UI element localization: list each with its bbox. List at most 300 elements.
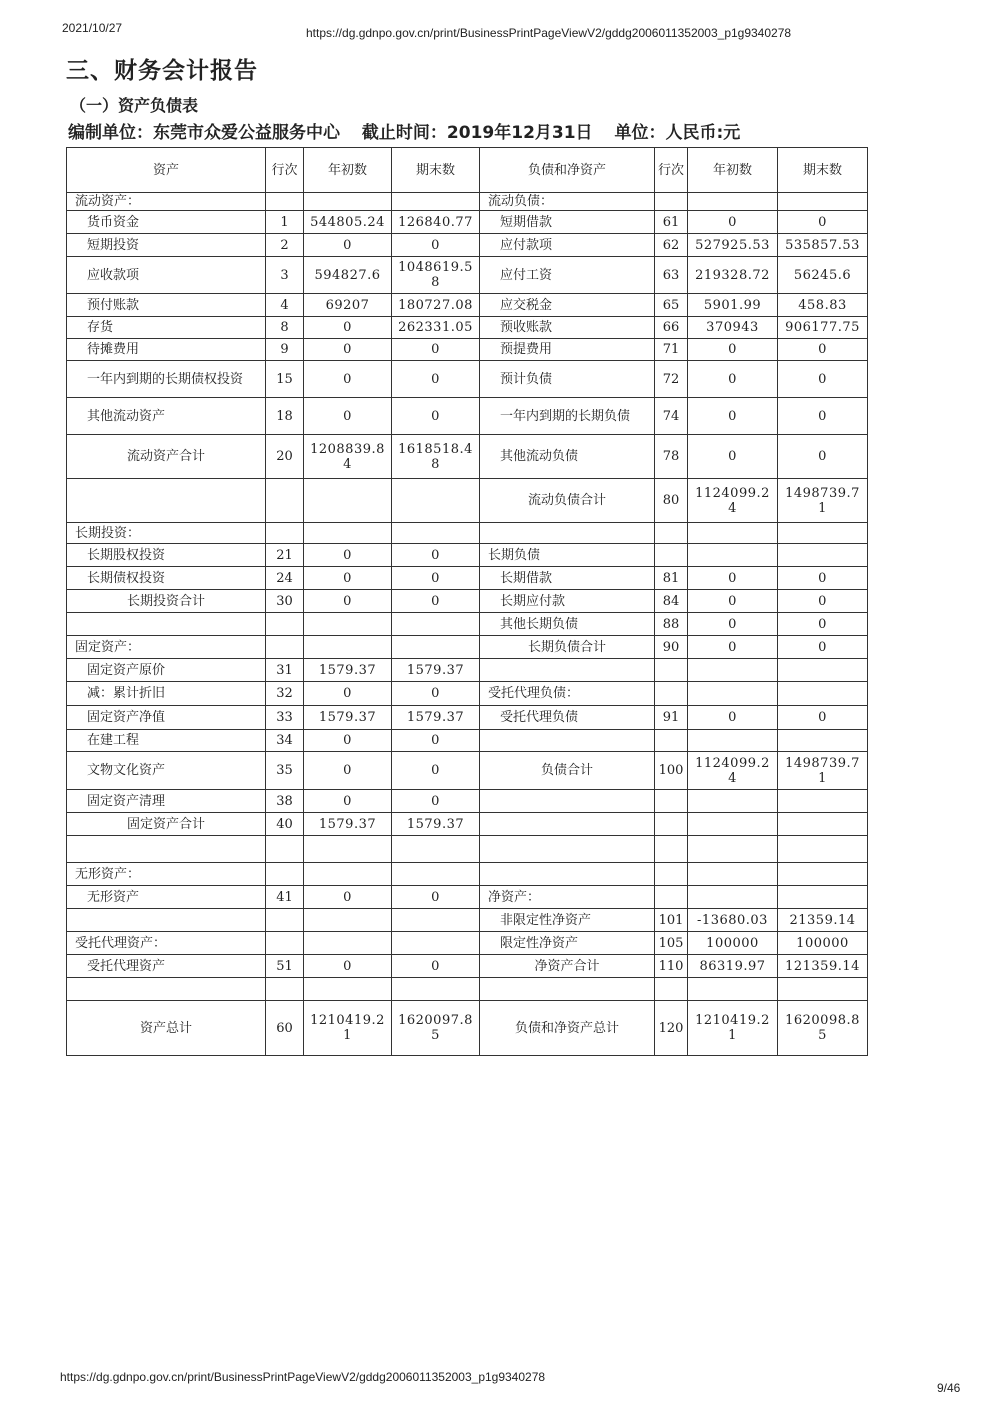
table-row [67, 752, 868, 790]
asset-end-cell: 0 [392, 567, 480, 590]
liability-name-cell [480, 730, 655, 752]
asset-name-cell: 无形资产 [67, 886, 266, 909]
asset-name-cell: 其他流动资产 [67, 398, 266, 435]
liability-begin-cell [688, 544, 778, 567]
asset-name-cell: 受托代理资产 [67, 955, 266, 978]
liability-begin-cell [688, 659, 778, 682]
asset-begin-cell: 0 [304, 730, 392, 752]
liability-name-cell: 负债和净资产总计 [480, 1001, 655, 1056]
asset-begin-cell: 544805.24 [304, 211, 392, 234]
report-date: 截止时间：2019年12月31日 [361, 123, 593, 143]
asset-end-cell: 180727.08 [392, 294, 480, 317]
asset-begin-cell: 0 [304, 590, 392, 613]
col-header-liabilities: 负债和净资产 [480, 148, 655, 193]
asset-line-cell: 30 [266, 590, 304, 613]
asset-line-cell: 51 [266, 955, 304, 978]
asset-line-cell [266, 863, 304, 886]
asset-line-cell [266, 836, 304, 863]
asset-line-cell: 31 [266, 659, 304, 682]
liability-end-cell [778, 682, 868, 706]
liability-name-cell [480, 659, 655, 682]
table-row [67, 932, 868, 955]
liability-begin-cell: 0 [688, 339, 778, 361]
asset-name-cell [67, 836, 266, 863]
asset-name-cell: 长期投资： [67, 523, 266, 544]
col-header-begin: 年初数 [304, 148, 392, 193]
asset-name-cell: 固定资产： [67, 636, 266, 659]
asset-line-cell: 38 [266, 790, 304, 813]
liability-end-cell: 535857.53 [778, 234, 868, 257]
asset-name-cell: 减：累计折旧 [67, 682, 266, 706]
asset-end-cell [392, 909, 480, 932]
asset-end-cell [392, 978, 480, 1001]
print-date: 2021/10/27 [62, 21, 123, 35]
asset-name-cell: 流动资产： [67, 193, 266, 211]
asset-line-cell: 3 [266, 257, 304, 294]
col-header-assets: 资产 [67, 148, 266, 193]
asset-name-cell [67, 479, 266, 523]
liability-end-cell [778, 978, 868, 1001]
liability-end-cell [778, 544, 868, 567]
table-row [67, 909, 868, 932]
table-row [67, 863, 868, 886]
liability-name-cell: 流动负债： [480, 193, 655, 211]
asset-begin-cell: 1208839.84 [304, 435, 392, 479]
asset-name-cell: 无形资产： [67, 863, 266, 886]
asset-name-cell: 预付账款 [67, 294, 266, 317]
asset-name-cell: 待摊费用 [67, 339, 266, 361]
report-currency: 单位：人民币:元 [614, 123, 741, 143]
liability-name-cell: 其他长期负债 [480, 613, 655, 636]
liability-begin-cell [688, 790, 778, 813]
asset-begin-cell [304, 978, 392, 1001]
asset-begin-cell [304, 523, 392, 544]
table-row [67, 886, 868, 909]
asset-begin-cell: 0 [304, 886, 392, 909]
table-row [67, 636, 868, 659]
asset-line-cell: 9 [266, 339, 304, 361]
liability-name-cell [480, 836, 655, 863]
asset-end-cell: 0 [392, 955, 480, 978]
liability-line-cell: 84 [655, 590, 688, 613]
liability-end-cell: 1620098.85 [778, 1001, 868, 1056]
liability-end-cell: 121359.14 [778, 955, 868, 978]
asset-name-cell [67, 909, 266, 932]
asset-name-cell: 长期股权投资 [67, 544, 266, 567]
liability-name-cell: 净资产： [480, 886, 655, 909]
asset-end-cell [392, 479, 480, 523]
asset-begin-cell: 0 [304, 234, 392, 257]
asset-begin-cell: 1579.37 [304, 813, 392, 836]
table-row [67, 955, 868, 978]
asset-line-cell: 35 [266, 752, 304, 790]
asset-name-cell: 长期债权投资 [67, 567, 266, 590]
asset-end-cell: 1579.37 [392, 706, 480, 730]
asset-name-cell [67, 978, 266, 1001]
report-info [68, 118, 756, 143]
liability-name-cell [480, 813, 655, 836]
asset-line-cell: 33 [266, 706, 304, 730]
asset-begin-cell: 1579.37 [304, 706, 392, 730]
asset-line-cell: 15 [266, 361, 304, 398]
liability-line-cell: 63 [655, 257, 688, 294]
sub-title: （一）资产负债表 [70, 96, 199, 115]
liability-begin-cell: 1210419.21 [688, 1001, 778, 1056]
asset-end-cell [392, 836, 480, 863]
liability-line-cell: 80 [655, 479, 688, 523]
liability-end-cell [778, 813, 868, 836]
liability-end-cell: 21359.14 [778, 909, 868, 932]
table-row [67, 836, 868, 863]
asset-begin-cell [304, 193, 392, 211]
table-row [67, 813, 868, 836]
asset-end-cell [392, 636, 480, 659]
asset-end-cell: 1620097.85 [392, 1001, 480, 1056]
liability-line-cell: 62 [655, 234, 688, 257]
asset-line-cell: 18 [266, 398, 304, 435]
liability-name-cell: 受托代理负债： [480, 682, 655, 706]
liability-name-cell [480, 790, 655, 813]
asset-name-cell: 一年内到期的长期债权投资 [67, 361, 266, 398]
table-row [67, 682, 868, 706]
asset-name-cell: 应收款项 [67, 257, 266, 294]
table-row [67, 730, 868, 752]
liability-end-cell: 0 [778, 590, 868, 613]
asset-begin-cell: 0 [304, 398, 392, 435]
liability-line-cell: 66 [655, 317, 688, 339]
liability-line-cell: 91 [655, 706, 688, 730]
asset-line-cell [266, 978, 304, 1001]
asset-begin-cell: 0 [304, 955, 392, 978]
liability-name-cell: 一年内到期的长期负债 [480, 398, 655, 435]
liability-begin-cell [688, 523, 778, 544]
liability-line-cell [655, 682, 688, 706]
asset-end-cell: 0 [392, 361, 480, 398]
liability-line-cell [655, 813, 688, 836]
liability-begin-cell [688, 193, 778, 211]
asset-end-cell [392, 863, 480, 886]
liability-line-cell: 74 [655, 398, 688, 435]
liability-line-cell: 100 [655, 752, 688, 790]
asset-begin-cell [304, 909, 392, 932]
liability-end-cell: 0 [778, 435, 868, 479]
liability-begin-cell: 1124099.24 [688, 752, 778, 790]
liability-begin-cell: 86319.97 [688, 955, 778, 978]
liability-name-cell: 长期负债 [480, 544, 655, 567]
liability-line-cell [655, 790, 688, 813]
liability-begin-cell [688, 813, 778, 836]
asset-name-cell: 文物文化资产 [67, 752, 266, 790]
liability-begin-cell [688, 978, 778, 1001]
asset-end-cell: 0 [392, 590, 480, 613]
asset-end-cell: 0 [392, 544, 480, 567]
col-header-end: 期末数 [392, 148, 480, 193]
table-row [67, 544, 868, 567]
liability-line-cell: 65 [655, 294, 688, 317]
liability-begin-cell [688, 886, 778, 909]
liability-name-cell: 长期负债合计 [480, 636, 655, 659]
liability-begin-cell [688, 863, 778, 886]
liability-end-cell [778, 886, 868, 909]
liability-name-cell: 流动负债合计 [480, 479, 655, 523]
asset-name-cell: 固定资产原价 [67, 659, 266, 682]
liability-line-cell: 72 [655, 361, 688, 398]
asset-end-cell: 0 [392, 234, 480, 257]
liability-end-cell: 100000 [778, 932, 868, 955]
asset-name-cell: 流动资产合计 [67, 435, 266, 479]
liability-end-cell: 0 [778, 636, 868, 659]
liability-line-cell: 110 [655, 955, 688, 978]
asset-line-cell [266, 479, 304, 523]
liability-name-cell: 负债合计 [480, 752, 655, 790]
liability-line-cell: 71 [655, 339, 688, 361]
asset-name-cell: 货币资金 [67, 211, 266, 234]
liability-begin-cell: 0 [688, 567, 778, 590]
liability-line-cell: 101 [655, 909, 688, 932]
liability-begin-cell: 370943 [688, 317, 778, 339]
liability-begin-cell: 527925.53 [688, 234, 778, 257]
page-number: 9/46 [937, 1381, 961, 1395]
asset-begin-cell: 0 [304, 682, 392, 706]
liability-end-cell: 458.83 [778, 294, 868, 317]
liability-begin-cell: 0 [688, 590, 778, 613]
liability-end-cell [778, 659, 868, 682]
asset-begin-cell: 1210419.21 [304, 1001, 392, 1056]
table-row [67, 613, 868, 636]
liability-begin-cell: -13680.03 [688, 909, 778, 932]
liability-begin-cell [688, 682, 778, 706]
liability-name-cell: 限定性净资产 [480, 932, 655, 955]
liability-name-cell: 应付工资 [480, 257, 655, 294]
liability-line-cell [655, 544, 688, 567]
asset-end-cell: 1618518.48 [392, 435, 480, 479]
asset-line-cell: 4 [266, 294, 304, 317]
table-row [67, 706, 868, 730]
asset-begin-cell [304, 613, 392, 636]
asset-begin-cell: 0 [304, 317, 392, 339]
liability-end-cell: 0 [778, 361, 868, 398]
table-row [67, 294, 868, 317]
liability-end-cell [778, 193, 868, 211]
liability-begin-cell [688, 730, 778, 752]
asset-line-cell: 24 [266, 567, 304, 590]
table-row [67, 523, 868, 544]
asset-line-cell: 8 [266, 317, 304, 339]
liability-line-cell: 61 [655, 211, 688, 234]
liability-begin-cell: 0 [688, 435, 778, 479]
asset-line-cell [266, 193, 304, 211]
asset-name-cell: 固定资产合计 [67, 813, 266, 836]
table-row [67, 398, 868, 435]
asset-line-cell: 32 [266, 682, 304, 706]
liability-end-cell: 0 [778, 398, 868, 435]
liability-line-cell: 88 [655, 613, 688, 636]
liability-name-cell: 预提费用 [480, 339, 655, 361]
liability-name-cell: 净资产合计 [480, 955, 655, 978]
table-row [67, 317, 868, 339]
asset-line-cell: 2 [266, 234, 304, 257]
liability-line-cell: 120 [655, 1001, 688, 1056]
liability-end-cell: 0 [778, 567, 868, 590]
liability-line-cell: 81 [655, 567, 688, 590]
asset-name-cell: 受托代理资产： [67, 932, 266, 955]
liability-line-cell: 78 [655, 435, 688, 479]
report-unit: 编制单位：东莞市众爱公益服务中心 [68, 123, 340, 143]
liability-begin-cell: 0 [688, 361, 778, 398]
asset-begin-cell: 594827.6 [304, 257, 392, 294]
asset-begin-cell: 0 [304, 361, 392, 398]
liability-name-cell: 长期应付款 [480, 590, 655, 613]
asset-begin-cell: 0 [304, 752, 392, 790]
col-header-begin-2: 年初数 [688, 148, 778, 193]
asset-end-cell: 262331.05 [392, 317, 480, 339]
liability-end-cell [778, 523, 868, 544]
asset-end-cell [392, 613, 480, 636]
asset-line-cell [266, 523, 304, 544]
table-row [67, 257, 868, 294]
asset-line-cell [266, 636, 304, 659]
table-row [67, 339, 868, 361]
table-row [67, 567, 868, 590]
asset-name-cell: 固定资产清理 [67, 790, 266, 813]
liability-line-cell: 105 [655, 932, 688, 955]
table-header-row [67, 148, 868, 193]
liability-end-cell [778, 836, 868, 863]
table-row [67, 361, 868, 398]
liability-name-cell: 其他流动负债 [480, 435, 655, 479]
asset-name-cell: 存货 [67, 317, 266, 339]
liability-begin-cell: 0 [688, 706, 778, 730]
liability-end-cell [778, 863, 868, 886]
liability-end-cell: 0 [778, 211, 868, 234]
liability-name-cell: 受托代理负债 [480, 706, 655, 730]
liability-begin-cell: 1124099.24 [688, 479, 778, 523]
liability-name-cell: 预收账款 [480, 317, 655, 339]
table-row [67, 978, 868, 1001]
liability-line-cell [655, 886, 688, 909]
asset-line-cell: 60 [266, 1001, 304, 1056]
table-row [67, 790, 868, 813]
table-body [67, 193, 868, 1056]
liability-end-cell: 0 [778, 706, 868, 730]
asset-end-cell: 1048619.58 [392, 257, 480, 294]
asset-end-cell [392, 193, 480, 211]
asset-begin-cell: 0 [304, 790, 392, 813]
table-row [67, 211, 868, 234]
liability-end-cell: 1498739.71 [778, 752, 868, 790]
liability-end-cell: 56245.6 [778, 257, 868, 294]
section-title: 三、财务会计报告 [66, 58, 258, 84]
liability-line-cell [655, 523, 688, 544]
asset-name-cell: 短期投资 [67, 234, 266, 257]
asset-begin-cell: 0 [304, 339, 392, 361]
col-header-end-2: 期末数 [778, 148, 868, 193]
asset-end-cell: 1579.37 [392, 659, 480, 682]
liability-end-cell [778, 790, 868, 813]
liability-name-cell: 短期借款 [480, 211, 655, 234]
liability-line-cell: 90 [655, 636, 688, 659]
asset-end-cell: 0 [392, 398, 480, 435]
asset-begin-cell: 0 [304, 544, 392, 567]
liability-name-cell: 应交税金 [480, 294, 655, 317]
liability-name-cell: 预计负债 [480, 361, 655, 398]
asset-line-cell: 40 [266, 813, 304, 836]
asset-name-cell: 固定资产净值 [67, 706, 266, 730]
liability-begin-cell: 0 [688, 398, 778, 435]
table-row [67, 479, 868, 523]
asset-begin-cell: 1579.37 [304, 659, 392, 682]
liability-line-cell [655, 978, 688, 1001]
col-header-line-2: 行次 [655, 148, 688, 193]
header-url[interactable]: https://dg.gdnpo.gov.cn/print/BusinessPrintPageViewV2/gddg2006011352003_p1g9340278 [306, 26, 792, 40]
liability-line-cell [655, 863, 688, 886]
asset-line-cell: 34 [266, 730, 304, 752]
asset-end-cell [392, 523, 480, 544]
liability-line-cell [655, 836, 688, 863]
asset-name-cell: 在建工程 [67, 730, 266, 752]
asset-line-cell [266, 909, 304, 932]
asset-line-cell: 1 [266, 211, 304, 234]
asset-name-cell: 资产总计 [67, 1001, 266, 1056]
asset-end-cell [392, 932, 480, 955]
asset-begin-cell [304, 479, 392, 523]
asset-begin-cell [304, 932, 392, 955]
table-row [67, 659, 868, 682]
asset-end-cell: 0 [392, 886, 480, 909]
asset-line-cell: 41 [266, 886, 304, 909]
asset-end-cell: 0 [392, 790, 480, 813]
asset-line-cell [266, 932, 304, 955]
asset-begin-cell [304, 836, 392, 863]
asset-end-cell: 126840.77 [392, 211, 480, 234]
liability-line-cell [655, 193, 688, 211]
liability-begin-cell: 0 [688, 211, 778, 234]
liability-name-cell [480, 978, 655, 1001]
asset-begin-cell [304, 863, 392, 886]
liability-name-cell: 应付款项 [480, 234, 655, 257]
liability-end-cell: 906177.75 [778, 317, 868, 339]
asset-line-cell: 20 [266, 435, 304, 479]
liability-begin-cell: 0 [688, 636, 778, 659]
asset-end-cell: 0 [392, 730, 480, 752]
asset-begin-cell: 0 [304, 567, 392, 590]
liability-end-cell: 0 [778, 339, 868, 361]
liability-end-cell [778, 730, 868, 752]
balance-sheet-table [66, 147, 868, 1056]
col-header-line: 行次 [266, 148, 304, 193]
liability-begin-cell [688, 836, 778, 863]
table-row [67, 1001, 868, 1056]
liability-begin-cell: 0 [688, 613, 778, 636]
liability-line-cell [655, 730, 688, 752]
liability-begin-cell: 100000 [688, 932, 778, 955]
asset-name-cell [67, 613, 266, 636]
table-row [67, 435, 868, 479]
asset-begin-cell [304, 636, 392, 659]
asset-end-cell: 1579.37 [392, 813, 480, 836]
table-row [67, 234, 868, 257]
liability-begin-cell: 5901.99 [688, 294, 778, 317]
liability-line-cell [655, 659, 688, 682]
footer-url[interactable]: https://dg.gdnpo.gov.cn/print/BusinessPrintPageViewV2/gddg2006011352003_p1g9340278 [60, 1370, 546, 1384]
asset-end-cell: 0 [392, 339, 480, 361]
liability-name-cell: 长期借款 [480, 567, 655, 590]
liability-name-cell [480, 863, 655, 886]
liability-name-cell: 非限定性净资产 [480, 909, 655, 932]
asset-end-cell: 0 [392, 682, 480, 706]
liability-begin-cell: 219328.72 [688, 257, 778, 294]
asset-begin-cell: 69207 [304, 294, 392, 317]
